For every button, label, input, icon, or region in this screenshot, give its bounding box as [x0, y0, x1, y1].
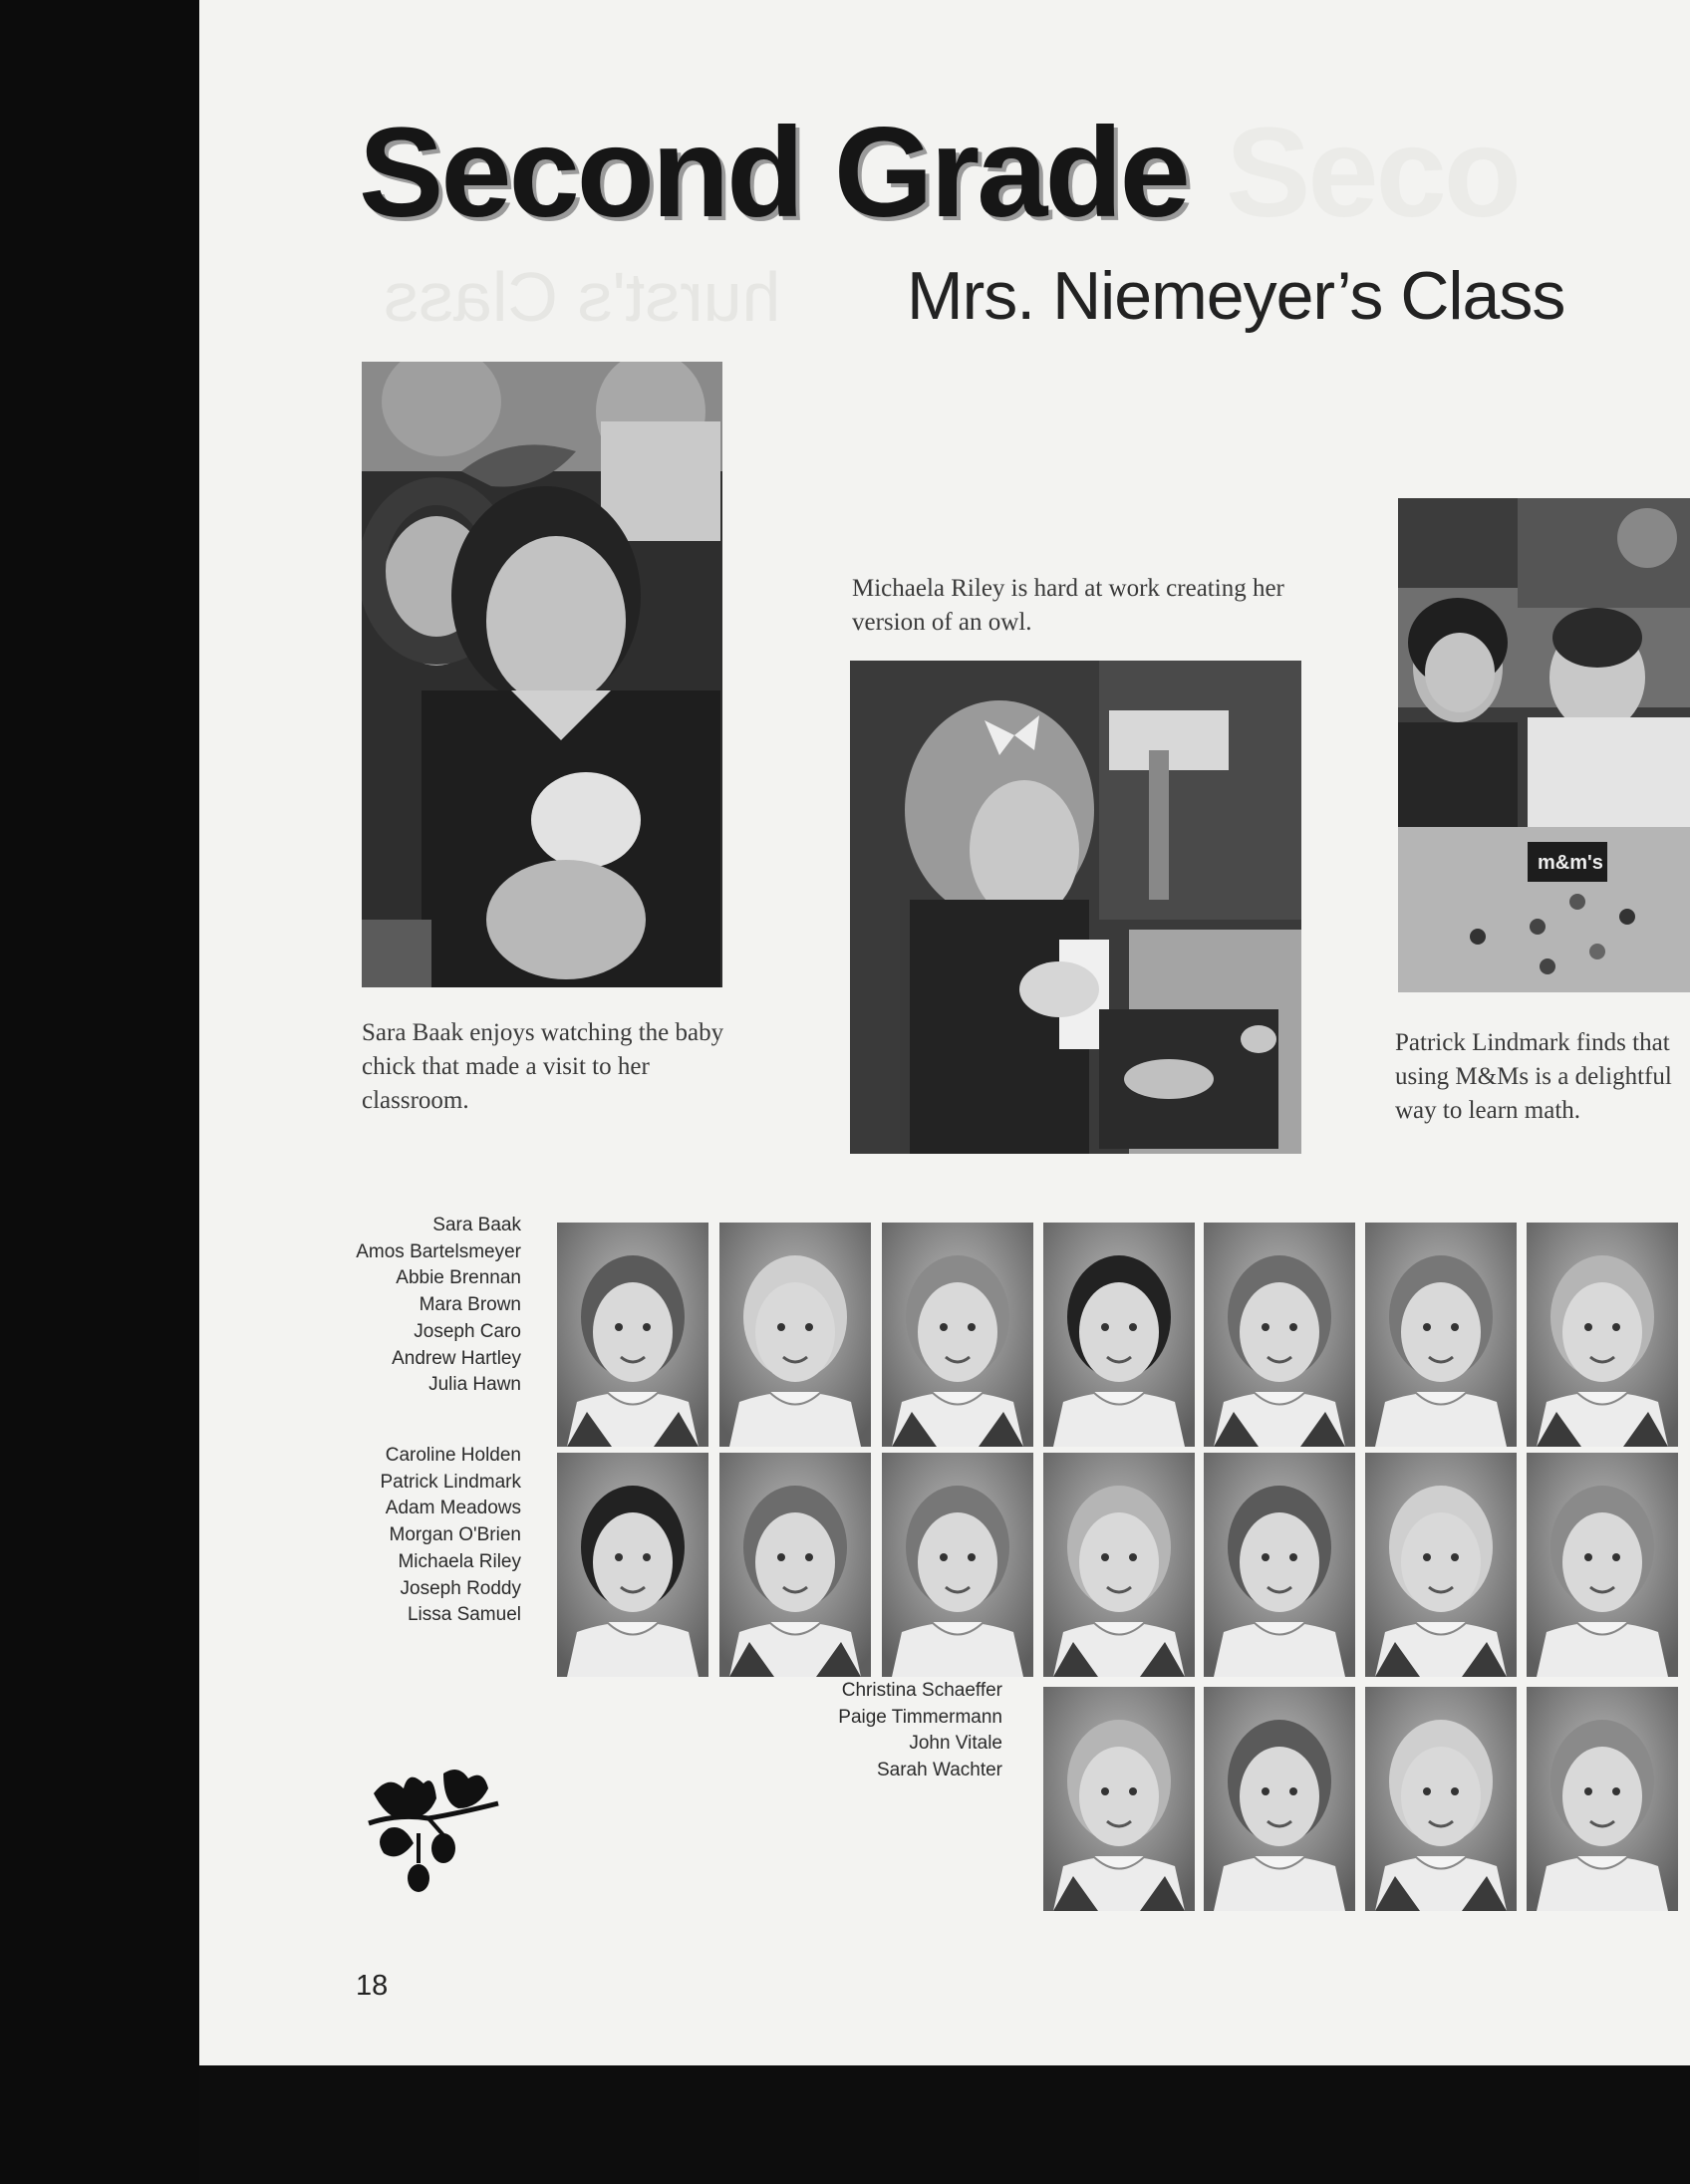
student-name: Julia Hawn — [428, 1374, 521, 1396]
page-title: Second Grade — [359, 102, 1188, 244]
student-portrait — [1043, 1453, 1195, 1677]
student-portrait — [1365, 1453, 1517, 1677]
student-name: Paige Timmermann — [838, 1706, 1002, 1728]
photo-michaela-owl — [850, 661, 1301, 1154]
student-name: Adam Meadows — [385, 1498, 521, 1519]
student-name: Lissa Samuel — [407, 1604, 521, 1626]
student-name: Patrick Lindmark — [380, 1471, 521, 1493]
page-bottom-shadow — [199, 2065, 1690, 2184]
student-portrait — [882, 1223, 1033, 1447]
student-name: Morgan O'Brien — [389, 1524, 521, 1546]
name-list-row2 — [299, 1443, 521, 1629]
caption-sara: Sara Baak enjoys watching the baby chick that made a visit to her classroom. — [362, 1019, 724, 1114]
student-portrait — [882, 1453, 1033, 1677]
student-name: Sarah Wachter — [876, 1760, 1002, 1781]
student-name: Michaela Riley — [398, 1550, 521, 1572]
student-name: Andrew Hartley — [392, 1347, 521, 1369]
student-portrait — [1365, 1223, 1517, 1447]
name-list-row1 — [289, 1213, 521, 1399]
student-name: Joseph Roddy — [400, 1577, 521, 1599]
student-portrait — [1043, 1223, 1195, 1447]
bleed-through-title: Seco — [1226, 102, 1519, 244]
student-name: Abbie Brennan — [396, 1267, 521, 1289]
student-name: Joseph Caro — [414, 1320, 521, 1342]
student-portrait — [557, 1223, 708, 1447]
oak-leaf-acorn-icon — [359, 1764, 508, 1898]
student-portrait — [1204, 1687, 1355, 1911]
student-portrait — [1527, 1223, 1678, 1447]
student-name: John Vitale — [909, 1733, 1002, 1755]
student-name: Christina Schaeffer — [841, 1680, 1002, 1701]
student-portrait — [719, 1453, 871, 1677]
caption-michaela: Michaela Riley is hard at work creating her version of an owl. — [852, 575, 1284, 636]
book-spine-shadow — [0, 0, 199, 2184]
name-list-row3 — [767, 1678, 1002, 1784]
student-name: Mara Brown — [419, 1294, 521, 1316]
student-name: Amos Bartelsmeyer — [356, 1240, 521, 1262]
photo-patrick-mms — [1398, 498, 1690, 992]
bleed-through-subtitle: hurst's Class — [384, 258, 781, 336]
student-portrait — [1043, 1687, 1195, 1911]
student-portrait — [557, 1453, 708, 1677]
page-subtitle: Mrs. Niemeyer’s Class — [907, 258, 1565, 334]
mms-candy-bag-label: m&m's — [1538, 852, 1603, 874]
photo-sara-chick — [362, 362, 722, 987]
student-name: Sara Baak — [432, 1215, 521, 1235]
student-portrait — [1527, 1687, 1678, 1911]
student-name: Caroline Holden — [385, 1445, 521, 1466]
student-portrait — [719, 1223, 871, 1447]
caption-patrick: Patrick Lindmark finds that using M&Ms is a delightful way to learn math. — [1395, 1029, 1672, 1124]
student-portrait — [1204, 1453, 1355, 1677]
page-number: 18 — [356, 1970, 389, 2002]
student-portrait — [1527, 1453, 1678, 1677]
student-portrait — [1365, 1687, 1517, 1911]
student-portrait — [1204, 1223, 1355, 1447]
